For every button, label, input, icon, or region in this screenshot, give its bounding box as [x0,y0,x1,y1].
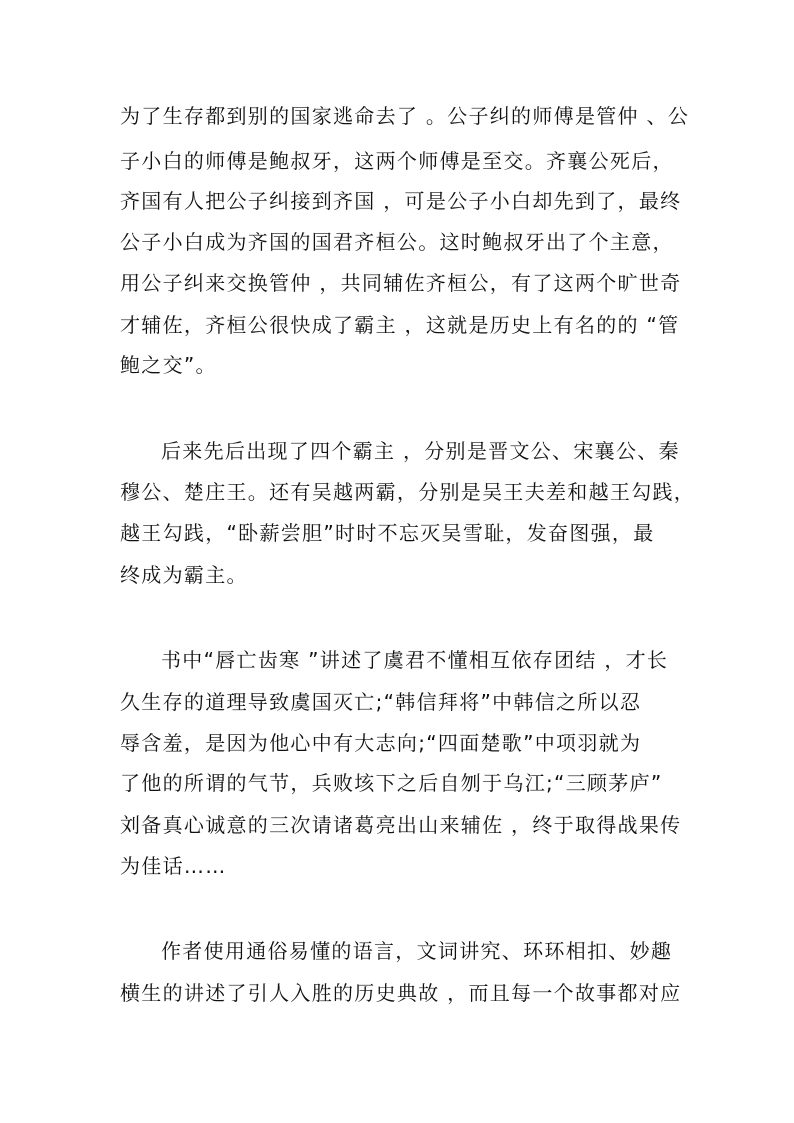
text-line: 为了生存都到别的国家逃命去了 。公子纠的师傅是管仲 、公 [120,104,690,128]
text-line: 穆公、楚庄王。还有吴越两霸，分别是吴王夫差和越王勾践， [120,480,696,504]
text-line: 终成为霸主。 [120,563,248,587]
text-line: 横生的讲述了引人入胜的历史典故 ，而且每一个故事都对应 [120,981,682,1005]
text-line: 才辅佐，齐桓公很快成了霸主 ，这就是历史上有名的的 “管 [120,313,680,337]
text-line: 书中“唇亡齿寒 ”讲述了虞君不懂相互依存团结 ，才长 [161,648,669,672]
text-line: 刘备真心诚意的三次请诸葛亮出山来辅佐 ，终于取得战果传 [120,813,682,837]
text-line: 作者使用通俗易懂的语言，文词讲究、环环相扣、妙趣 [161,939,673,963]
text-line: 齐国有人把公子纠接到齐国 ，可是公子小白却先到了，最终 [120,189,682,213]
text-line: 公子小白成为齐国的国君齐桓公。这时鲍叔牙出了个主意， [120,230,674,254]
text-line: 鲍之交”。 [120,353,217,377]
text-line: 用公子纠来交换管仲 ，共同辅佐齐桓公，有了这两个旷世奇 [120,271,682,295]
text-line: 了他的所谓的气节，兵败垓下之后自刎于乌江;“三顾茅庐” [120,771,663,795]
text-line: 辱含羞，是因为他心中有大志向;“四面楚歌”中项羽就为 [120,731,642,755]
text-line: 久生存的道理导致虞国灭亡;“韩信拜将”中韩信之所以忍 [120,690,642,714]
text-line: 子小白的师傅是鲍叔牙，这两个师傅是至交。齐襄公死后， [120,149,674,173]
text-line: 为佳话…… [120,854,227,878]
text-line: 越王勾践，“卧薪尝胆”时时不忘灭吴雪耻，发奋图强，最 [120,521,655,545]
text-line: 后来先后出现了四个霸主 ，分别是晋文公、宋襄公、秦 [161,439,680,463]
